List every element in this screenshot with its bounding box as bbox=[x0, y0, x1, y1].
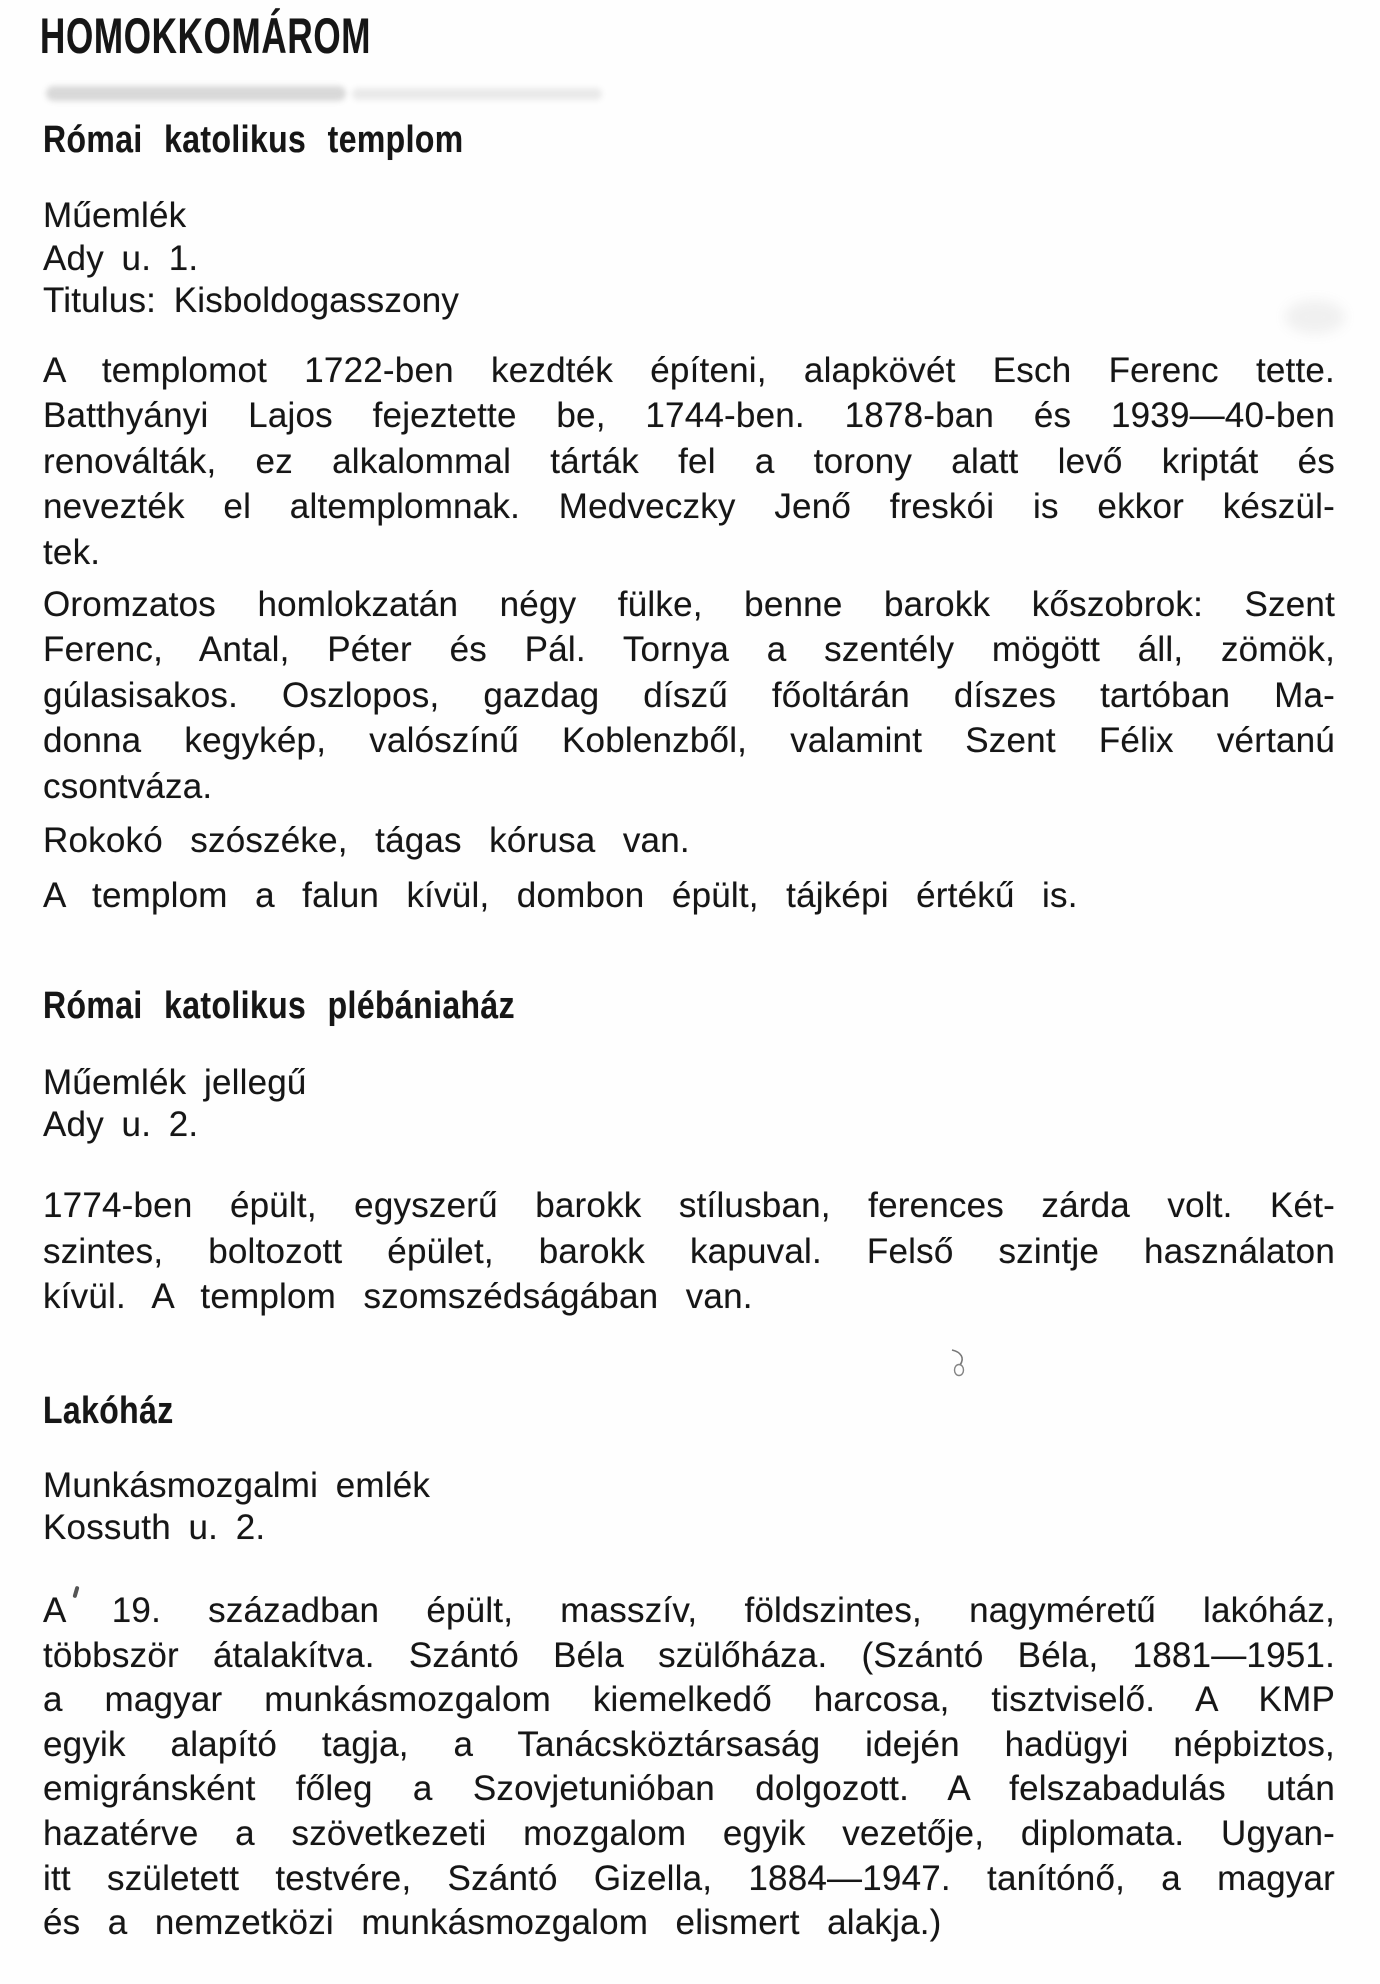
paragraph-templom-description bbox=[43, 582, 1335, 809]
paragraph-tajkep bbox=[43, 873, 1335, 918]
text-line: hazatérve a szövetkezeti mozgalom egyik vezetője, diplomata. Ugyan- bbox=[43, 1813, 1335, 1853]
section-heading-templom: Római katolikus templom bbox=[43, 119, 464, 161]
monument-info-block bbox=[43, 195, 459, 323]
text-line: Rokokó szószéke, tágas kórusa van. bbox=[43, 821, 690, 860]
paragraph-plebaniahaz bbox=[43, 1183, 1335, 1320]
address-line: Kossuth u. 2. bbox=[43, 1508, 266, 1547]
text-line: 1774-ben épült, egyszerű barokk stílusban, ferences zárda volt. Két- bbox=[43, 1186, 1335, 1225]
text-line: donna kegykép, valószínű Koblenzből, valamint Szent Félix vértanú bbox=[43, 721, 1335, 761]
text-line: Oromzatos homlokzatán négy fülke, benne barokk kőszobrok: Szent bbox=[43, 585, 1335, 624]
monument-info-block bbox=[43, 1062, 307, 1146]
ink-smear-artifact bbox=[352, 88, 602, 100]
monument-status-line: Munkásmozgalmi emlék bbox=[43, 1466, 431, 1505]
address-line: Ady u. 1. bbox=[43, 238, 199, 278]
ink-speck-artifact bbox=[948, 1348, 972, 1380]
text-line: szintes, boltozott épület, barokk kapuval. Felső szintje használaton bbox=[43, 1231, 1335, 1271]
text-line: gúlasisakos. Oszlopos, gazdag díszű főoltárán díszes tartóban Ma- bbox=[43, 675, 1335, 715]
text-line: emigránsként főleg a Szovjetunióban dolgozott. A felszabadulás után bbox=[43, 1769, 1335, 1809]
text-line: kívül. A templom szomszédságában van. bbox=[43, 1277, 753, 1316]
text-line: és a nemzetközi munkásmozgalom elismert alakja.) bbox=[43, 1903, 942, 1943]
text-line: tek. bbox=[43, 532, 101, 572]
text-line: egyik alapító tagja, a Tanácsköztársaság idején hadügyi népbiztos, bbox=[43, 1724, 1335, 1764]
text-line: Ferenc, Antal, Péter és Pál. Tornya a szentély mögött áll, zömök, bbox=[43, 630, 1335, 670]
address-line: Ady u. 2. bbox=[43, 1105, 199, 1144]
text-line: többször átalakítva. Szántó Béla szülőháza. (Szántó Béla, 1881—1951. bbox=[43, 1635, 1335, 1675]
paragraph-szoszek bbox=[43, 818, 1335, 863]
text-line: csontváza. bbox=[43, 766, 213, 806]
text-line: itt született testvére, Szántó Gizella, 1884—1947. tanítónő, a magyar bbox=[43, 1858, 1335, 1898]
ink-smear-artifact bbox=[46, 86, 346, 101]
text-line: A templom a falun kívül, dombon épült, tájképi értékű is. bbox=[43, 876, 1078, 915]
monument-status-line: Műemlék jellegű bbox=[43, 1063, 307, 1102]
text-line: renoválták, ez alkalommal tárták fel a torony alatt levő kriptát és bbox=[43, 441, 1335, 481]
titulus-line: Titulus: Kisboldogasszony bbox=[43, 281, 460, 320]
monument-status-line: Műemlék bbox=[43, 196, 187, 235]
margin-smudge-artifact bbox=[1285, 300, 1345, 334]
text-line: a magyar munkásmozgalom kiemelkedő harcosa, tisztviselő. A KMP bbox=[43, 1680, 1335, 1720]
section-heading-lakohaz: Lakóház bbox=[43, 1390, 174, 1432]
section-heading-plebaniahaz: Római katolikus plébániaház bbox=[43, 985, 515, 1027]
text-line: A templomot 1722-ben kezdték építeni, alapkövét Esch Ferenc tette. bbox=[43, 351, 1335, 390]
monument-info-block bbox=[43, 1465, 430, 1549]
text-line: A 19. században épült, masszív, földszintes, nagyméretű lakóház, bbox=[43, 1591, 1335, 1630]
page-title: HOMOKKOMÁROM bbox=[40, 8, 372, 64]
text-line: Batthyányi Lajos fejeztette be, 1744-ben. 1878-ban és 1939—40-ben bbox=[43, 396, 1335, 436]
paragraph-lakohaz bbox=[43, 1589, 1335, 1946]
text-line: nevezték el altemplomnak. Medveczky Jenő freskói is ekkor készül- bbox=[43, 487, 1335, 527]
paragraph-templom-history bbox=[43, 348, 1335, 575]
